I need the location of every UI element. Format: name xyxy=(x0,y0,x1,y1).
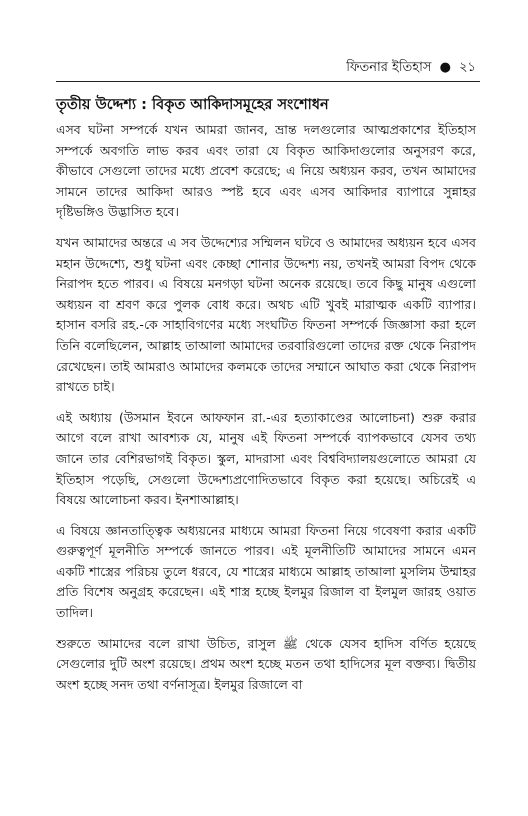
paragraph: এসব ঘটনা সম্পর্কে যখন আমরা জানব, ভ্রান্ত দলগুলোর আত্মপ্রকাশের ইতিহাস সম্পর্কে অবগতি লাভ করব এবং তারা যে বিকৃত আকিদাগুলোর অনুসরণ করে, কীভাবে সেগুলো তাদের মধ্যে প্রবেশ করেছে; এ নিয়ে অধ্যয়ন করব, তখন আমাদের সামনে তাদের আকিদা আরও স্পষ্ট হবে এবং এসব আকিদার ব্যাপারে সুন্নাহর দৃষ্টিভঙ্গিও উদ্ভাসিত হবে। xyxy=(56,122,476,220)
running-head-title: ফিতনার ইতিহাস xyxy=(346,60,432,75)
section-title: তৃতীয় উদ্দেশ্য : বিকৃত আকিদাসমূহের সংশোধন xyxy=(56,97,329,113)
paragraph: যখন আমাদের অন্তরে এ সব উদ্দেশ্যের সম্মিলন ঘটবে ও আমাদের অধ্যয়ন হবে এসব মহান উদ্দেশ্যে, শুধু ঘটনা এবং কেচ্ছা শোনার উদ্দেশ্য নয়, তখনই আমরা বিপদ থেকে নিরাপদ হতে পারব। এ বিষয়ে মনগড়া ঘটনা অনেক রয়েছে। তবে কিছু মানুষ এগুলো অধ্যয়ন বা শ্রবণ করে পুলক বোধ করে। অথচ এটি খুবই মারাত্মক একটি ব্যাপার। হাসান বসরি রহ.-কে সাহাবিগণের মধ্যে সংঘটিত ফিতনা সম্পর্কে জিজ্ঞাসা করা হলে তিনি বলেছিলেন, আল্লাহ তাআলা আমাদের তরবারিগুলো তাদের রক্ত থেকে নিরাপদ রেখেছেন। তাই আমরাও আমাদের কলমকে তাদের সম্মানে আঘাত করা থেকে নিরাপদ রাখতে চাই। xyxy=(56,234,476,395)
page-body xyxy=(56,94,476,699)
paragraph: এ বিষয়ে জ্ঞানতাত্ত্বিক অধ্যয়নের মাধ্যমে আমরা ফিতনা নিয়ে গবেষণা করার একটি গুরুত্বপূর্ণ মূলনীতি সম্পর্কে জানতে পারব। এই মূলনীতিটি আমাদের সামনে এমন একটি শাস্ত্রের পরিচয় তুলে ধরবে, যে শাস্ত্রের মাধ্যমে আল্লাহ তাআলা মুসলিম উম্মাহর প্রতি বিশেষ অনুগ্রহ করেছেন। এই শাস্ত্র হচ্ছে ইলমুর রিজাল বা ইলমুল জারহ ওয়াত তাদিল। xyxy=(56,522,476,621)
header-rule xyxy=(56,81,480,82)
running-head xyxy=(346,60,476,76)
page-number: ২১ xyxy=(459,60,476,75)
paragraph: শুরুতে আমাদের বলে রাখা উচিত, রাসুল ﷺ থেকে যেসব হাদিস বর্ণিত হয়েছে সেগুলোর দুটি অংশ রয়েছে। প্রথম অংশ হচ্ছে মতন তথা হাদিসের মূল বক্তব্য। দ্বিতীয় অংশ হচ্ছে সনদ তথা বর্ণনাসূত্র। ইলমুর রিজালে বা xyxy=(56,635,476,692)
paragraph: এই অধ্যায় (উসমান ইবনে আফফান রা.-এর হত্যাকাণ্ডের আলোচনা) শুরু করার আগে বলে রাখা আবশ্যক যে, মানুষ এই ফিতনা সম্পর্কে ব্যাপকভাবে যেসব তথ্য জানে তার বেশিরভাগই বিকৃত। স্কুল, মাদরাসা এবং বিশ্ববিদ্যালয়গুলোতে আমরা যে ইতিহাস পড়েছি, সেগুলো উদ্দেশ্যপ্রণোদিতভাবে বিকৃত করা হয়েছে। অচিরেই এ বিষয়ে আলোচনা করব। ইনশাআল্লাহ। xyxy=(56,409,476,508)
bullet-icon: ● xyxy=(439,60,451,75)
